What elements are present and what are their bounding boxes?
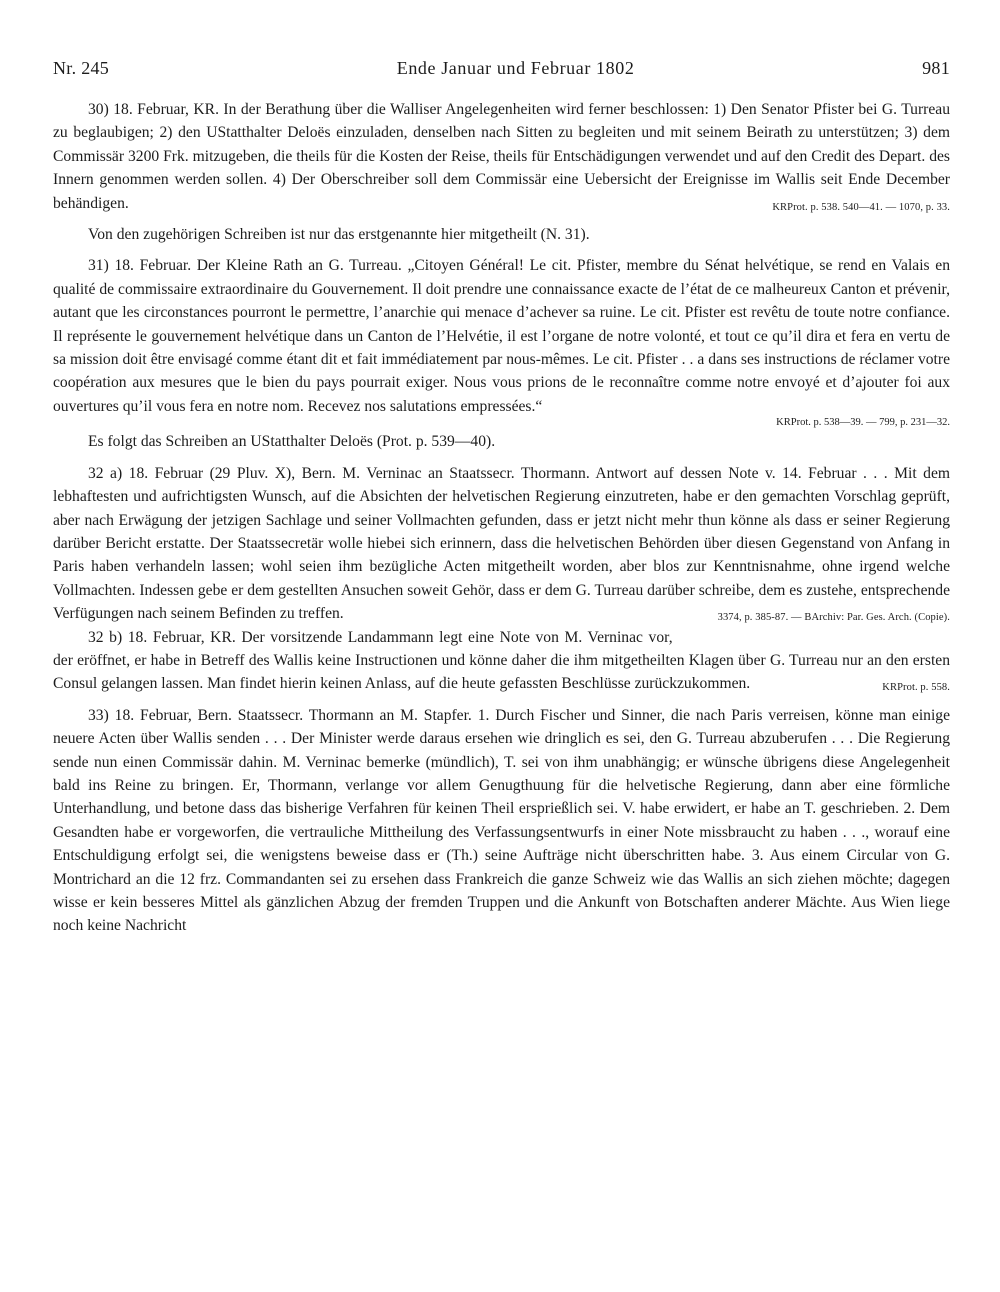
source-citation: 3374, p. 385-87. — BArchiv: Par. Ges. Arch. (Copie). [717,612,950,624]
entry-text: 32 a) 18. Februar (29 Pluv. X), Bern. M. Verninac an Staatssecr. Thormann. Antwort auf dessen Note v. 14. Februar . . . Mit dem lebhaftesten und aufrichtigsten Wunsch, auf die Absichten der helvetischen Regierung einzutreten, habe er den gemachten Vorschlag geprüft, aber nach Erwägung der jetzigen Sachlage und seiner Vollmachten gefunden, dass er jetzt nicht mehr thun könne als dass er seiner Regierung darüber Bericht erstatte. Der Staatssecretär wolle hiebei sich erinnern, dass die helvetischen Behörden über diesen Gegenstand von Anfang in Paris haben verhandeln lassen; wohl seien ihm bezügliche Acten mitgetheilt worden, aber blos zur Kenntnisnahme, ohne irgend welche Vollmachten. Indessen gebe er dem gestellten Ansuchen soweit Gehör, dass er dem G. Turreau darüber schreibe, dem es zustehe, entsprechende Verfügungen nach seinem Befinden zu treffen. [53,464,950,623]
entry-30 [53,98,950,215]
entry-33 [53,704,950,938]
entry-32a [53,462,950,626]
entry-text: Von den zugehörigen Schreiben ist nur das erstgenannte hier mitgetheilt (N. 31). [88,226,590,244]
editorial-note [53,223,950,246]
entry-text: Es folgt das Schreiben an UStatthalter Deloës (Prot. p. 539—40). [88,433,496,451]
document-number: Nr. 245 [53,58,110,78]
source-citation: KRProt. p. 538—39. — 799, p. 231—32. [776,417,950,429]
entry-32b [53,626,950,696]
document-page [53,58,950,938]
running-title: Ende Januar und Februar 1802 [396,58,635,78]
entry-text: 32 b) 18. Februar, KR. Der vorsitzende Landammann legt eine Note von M. Verninac vor, der eröffnet, er habe in Betreff des Wallis keine Instructionen und könne daher die ihm mitgetheilten Klagen über G. Turreau nur an den ersten Consul gelangen lassen. Man findet hierin keinen Anlass, auf die heute gefassten Beschlüsse zurückzukommen. [53,628,950,693]
entry-text: 33) 18. Februar, Bern. Staatssecr. Thormann an M. Stapfer. 1. Durch Fischer und Sinner, die nach Paris verreisen, könne man einige neuere Acten über Wallis senden . . . Der Minister werde daraus ersehen wie dringlich es sei, den G. Turreau abzuberufen . . . Die Regierung sende nun einen Commissär dahin. M. Verninac bemerke (mündlich), T. sei von ihm unabhängig; er wünsche übrigens diese Angelegenheit bald ins Reine zu bringen. Er, Thormann, verlange vor allem Genugthuung für die helvetische Regierung, dann aber eine förmliche Unterhandlung, und betone dass das bisherige Verfahren für keinen Theil ersprießlich sei. V. habe erwidert, er habe an T. geschrieben. 2. Dem Gesandten habe er vorgeworfen, die vertrauliche Mittheilung des Verfassungsentwurfs in einer Note missbraucht zu haben . . ., worauf eine Entschuldigung erfolgt sei, die wenigstens beweise dass er (Th.) seine Aufträge nicht überschritten habe. 3. Aus einem Circular von G. Montrichard an die 12 frz. Commandanten sei zu ersehen dass Frankreich die ganze Schweiz wie das Wallis an sich ziehen möchte; dagegen wisse er kein besseres Mittel als gänzlichen Abzug der fremden Truppen und die Ankunft von Botschaften anderer Mächte. Aus Wien liege noch keine Nachricht [53,706,950,935]
entry-31 [53,254,950,418]
source-citation: KRProt. p. 558. [882,682,950,694]
page-header [53,58,950,98]
editorial-note [53,430,950,453]
page-body [53,98,950,938]
source-citation: KRProt. p. 538. 540—41. — 1070, p. 33. [772,201,950,213]
entry-text: 30) 18. Februar, KR. In der Berathung über die Walliser Angelegenheiten wird ferner beschlossen: 1) Den Senator Pfister bei G. Turreau zu beglaubigen; 2) den UStatthalter Deloës einzuladen, denselben nach Sitten zu begleiten und mit seinem Beirath zu unterstützen; 3) dem Commissär 3200 Frk. mitzugeben, die theils für die Kosten der Reise, theils für Entschädigungen verwendet und auf den Credit des Depart. des Innern genommen werden sollen. 4) Der Oberschreiber soll dem Commissär eine Uebersicht der Ereignisse im Wallis seit Ende December behändigen. [53,101,950,212]
entry-text: 31) 18. Februar. Der Kleine Rath an G. Turreau. „Citoyen Général! Le cit. Pfister, membre du Sénat helvétique, se rend en Valais en qualité de commissaire extraordinaire du Gouvernement. Il doit prendre une connaissance exacte de l’état de ce malheureux Canton et prévenir, autant que les circonstances pourront le permettre, l’anarchie qui menace d’achever sa ruine. Le cit. Pfister est revêtu de toute notre confiance. Il représente le gouvernement helvétique dans un Canton de l’Helvétie, il est l’organe de notre volonté, et tout ce qu’il dira et fera en vertu de sa mission doit être envisagé comme étant dit et fait immédiatement par nous-mêmes. Le cit. Pfister . . a dans ses instructions de réclamer votre coopération aux mesures que le bien du pays pourrait exiger. Nous vous prions de le reconnaître comme notre envoyé et d’ajouter foi aux ouvertures qu’il vous fera en notre nom. Recevez nos salutations empressées.“ [53,257,950,415]
page-number: 981 [922,58,950,78]
